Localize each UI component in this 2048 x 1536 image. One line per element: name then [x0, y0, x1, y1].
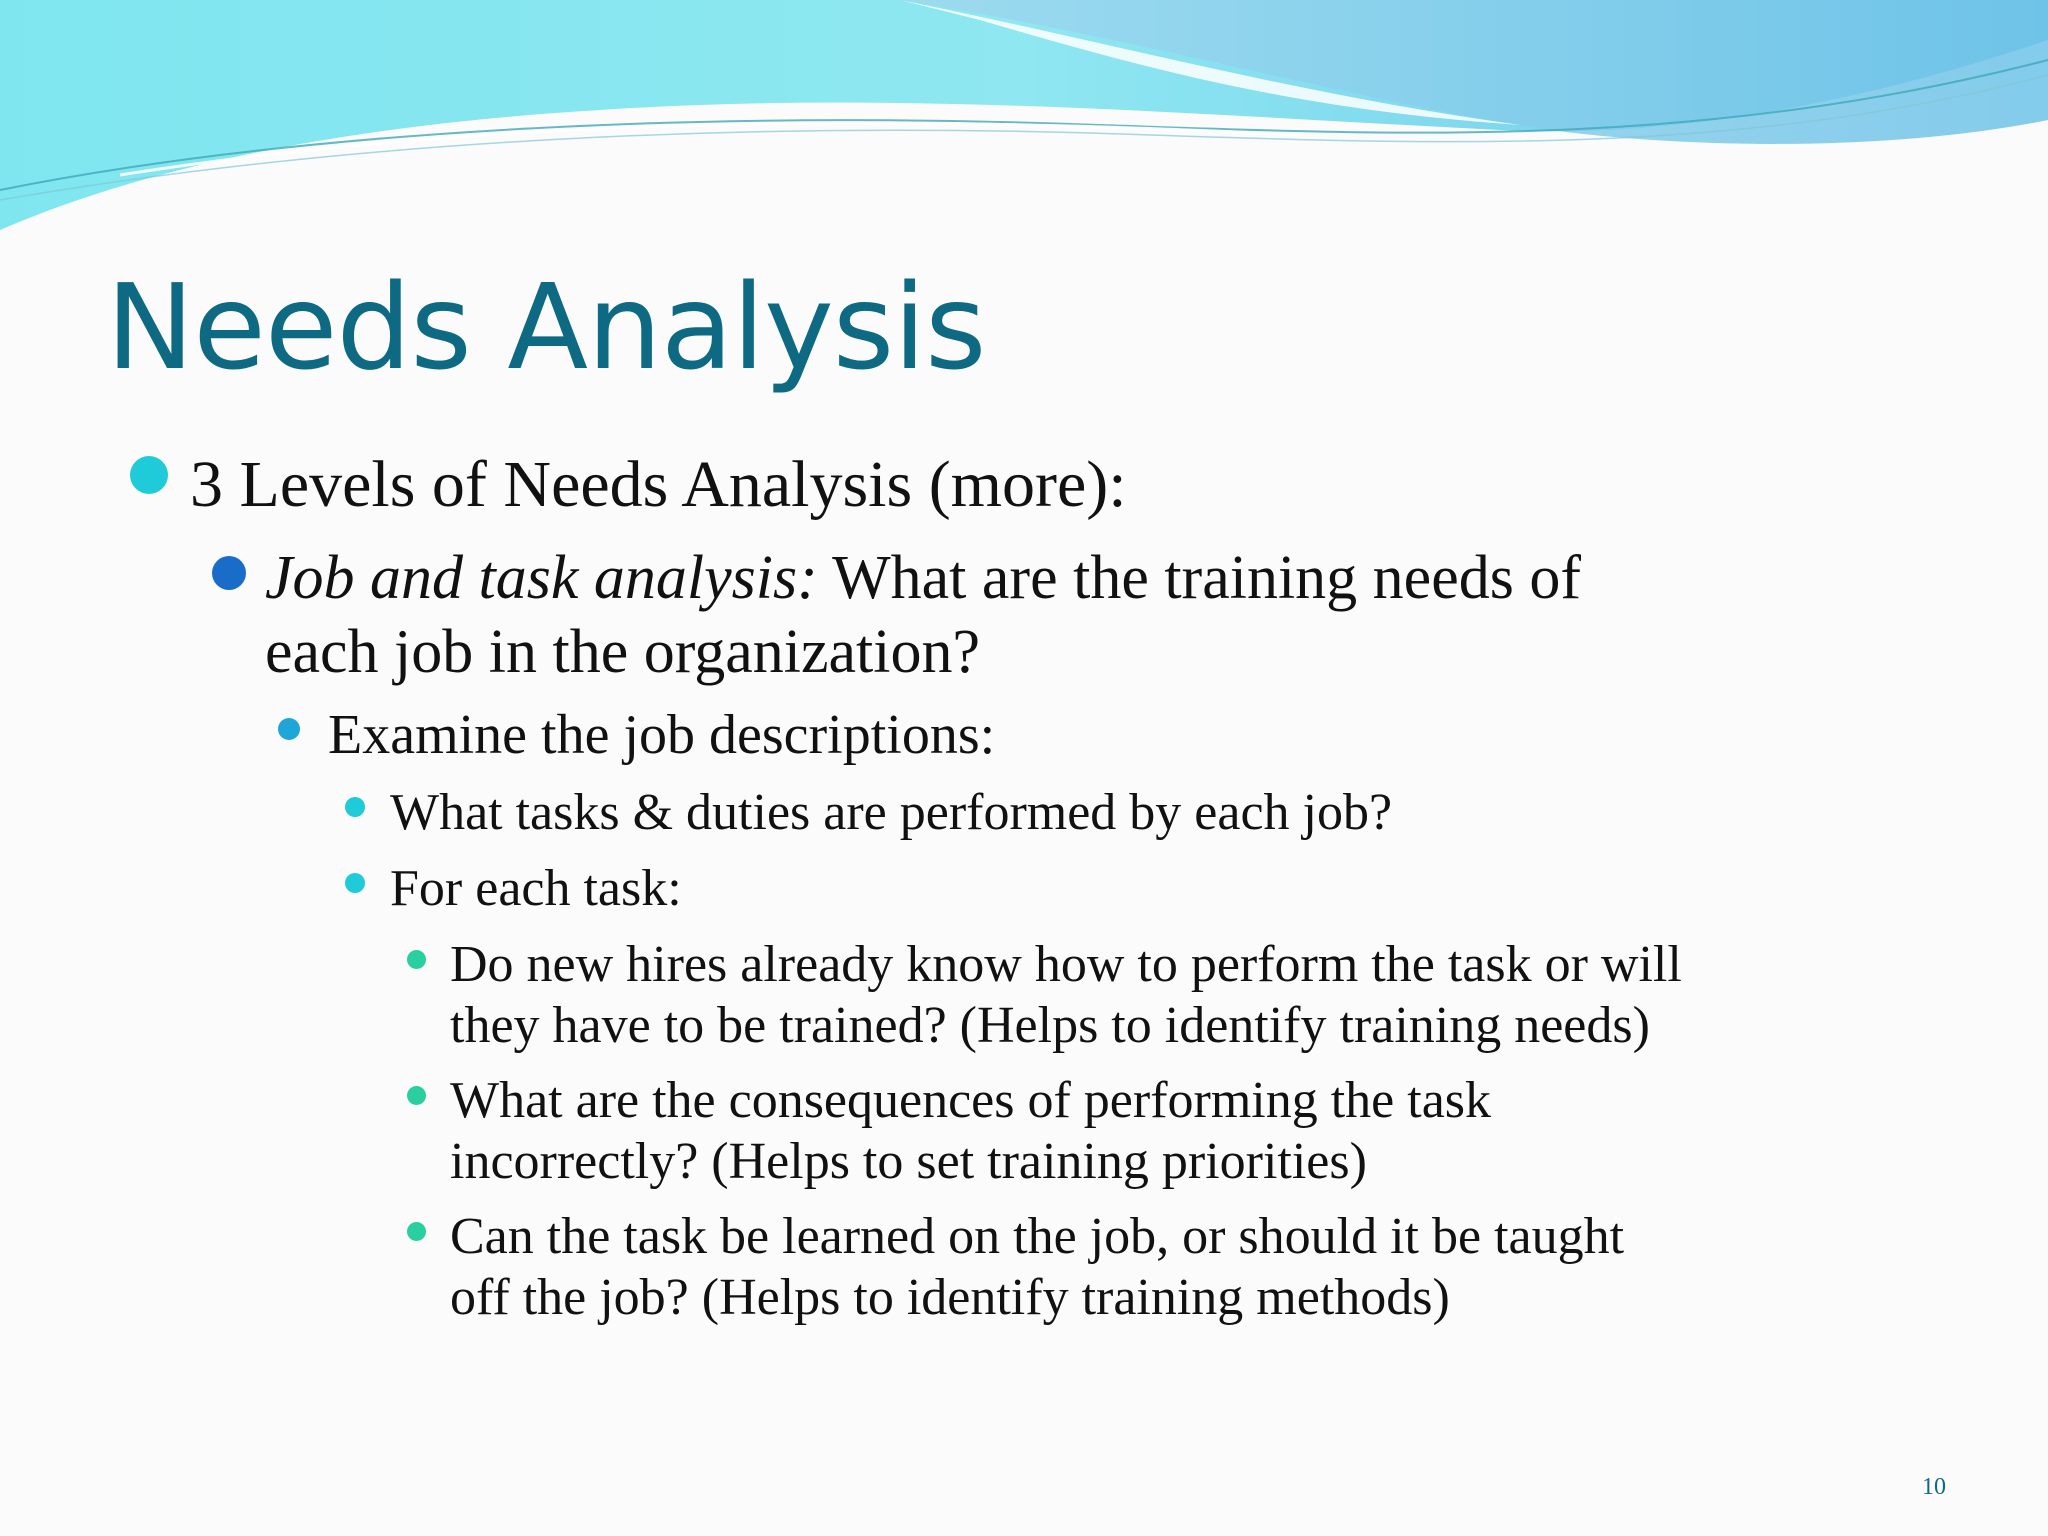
bullet-q3-line2: off the job? (Helps to identify training methods) [450, 1269, 1450, 1326]
job-task-lead: Job and task analysis: [265, 544, 818, 612]
bullet-level1-text: 3 Levels of Needs Analysis (more): [190, 448, 1127, 521]
bullet-level2-icon [212, 556, 246, 590]
bullet-q1-line1: Do new hires already know how to perform the task or will [450, 936, 1682, 993]
bullet-job-task-line1 [265, 541, 1581, 615]
bullet-q2-line2: incorrectly? (Helps to set training priorities) [450, 1133, 1367, 1190]
slide-title: Needs Analysis [106, 258, 986, 396]
bullet-job-task-line2: each job in the organization? [265, 618, 981, 686]
bullet-level4-icon [345, 873, 365, 893]
bullet-level5-icon [407, 950, 426, 969]
bullet-examine-text: Examine the job descriptions: [328, 704, 996, 766]
bullet-level1-icon [130, 456, 168, 494]
bullet-tasks-duties-text: What tasks & duties are performed by each job? [390, 784, 1393, 841]
bullet-for-each-task-text: For each task: [390, 860, 682, 917]
bullet-q2-line1: What are the consequences of performing the task [450, 1072, 1492, 1129]
bullet-q3-line1: Can the task be learned on the job, or should it be taught [450, 1208, 1625, 1265]
bullet-level5-icon [407, 1086, 426, 1105]
job-task-rest: What are the training needs of [817, 544, 1581, 612]
bullet-level4-icon [345, 797, 365, 817]
slide-number: 10 [1922, 1474, 1946, 1500]
bullet-level3-icon [278, 718, 300, 740]
bullet-level5-icon [407, 1222, 426, 1241]
bullet-q1-line2: they have to be trained? (Helps to identify training needs) [450, 997, 1650, 1054]
header-wave-decoration [0, 0, 2048, 240]
